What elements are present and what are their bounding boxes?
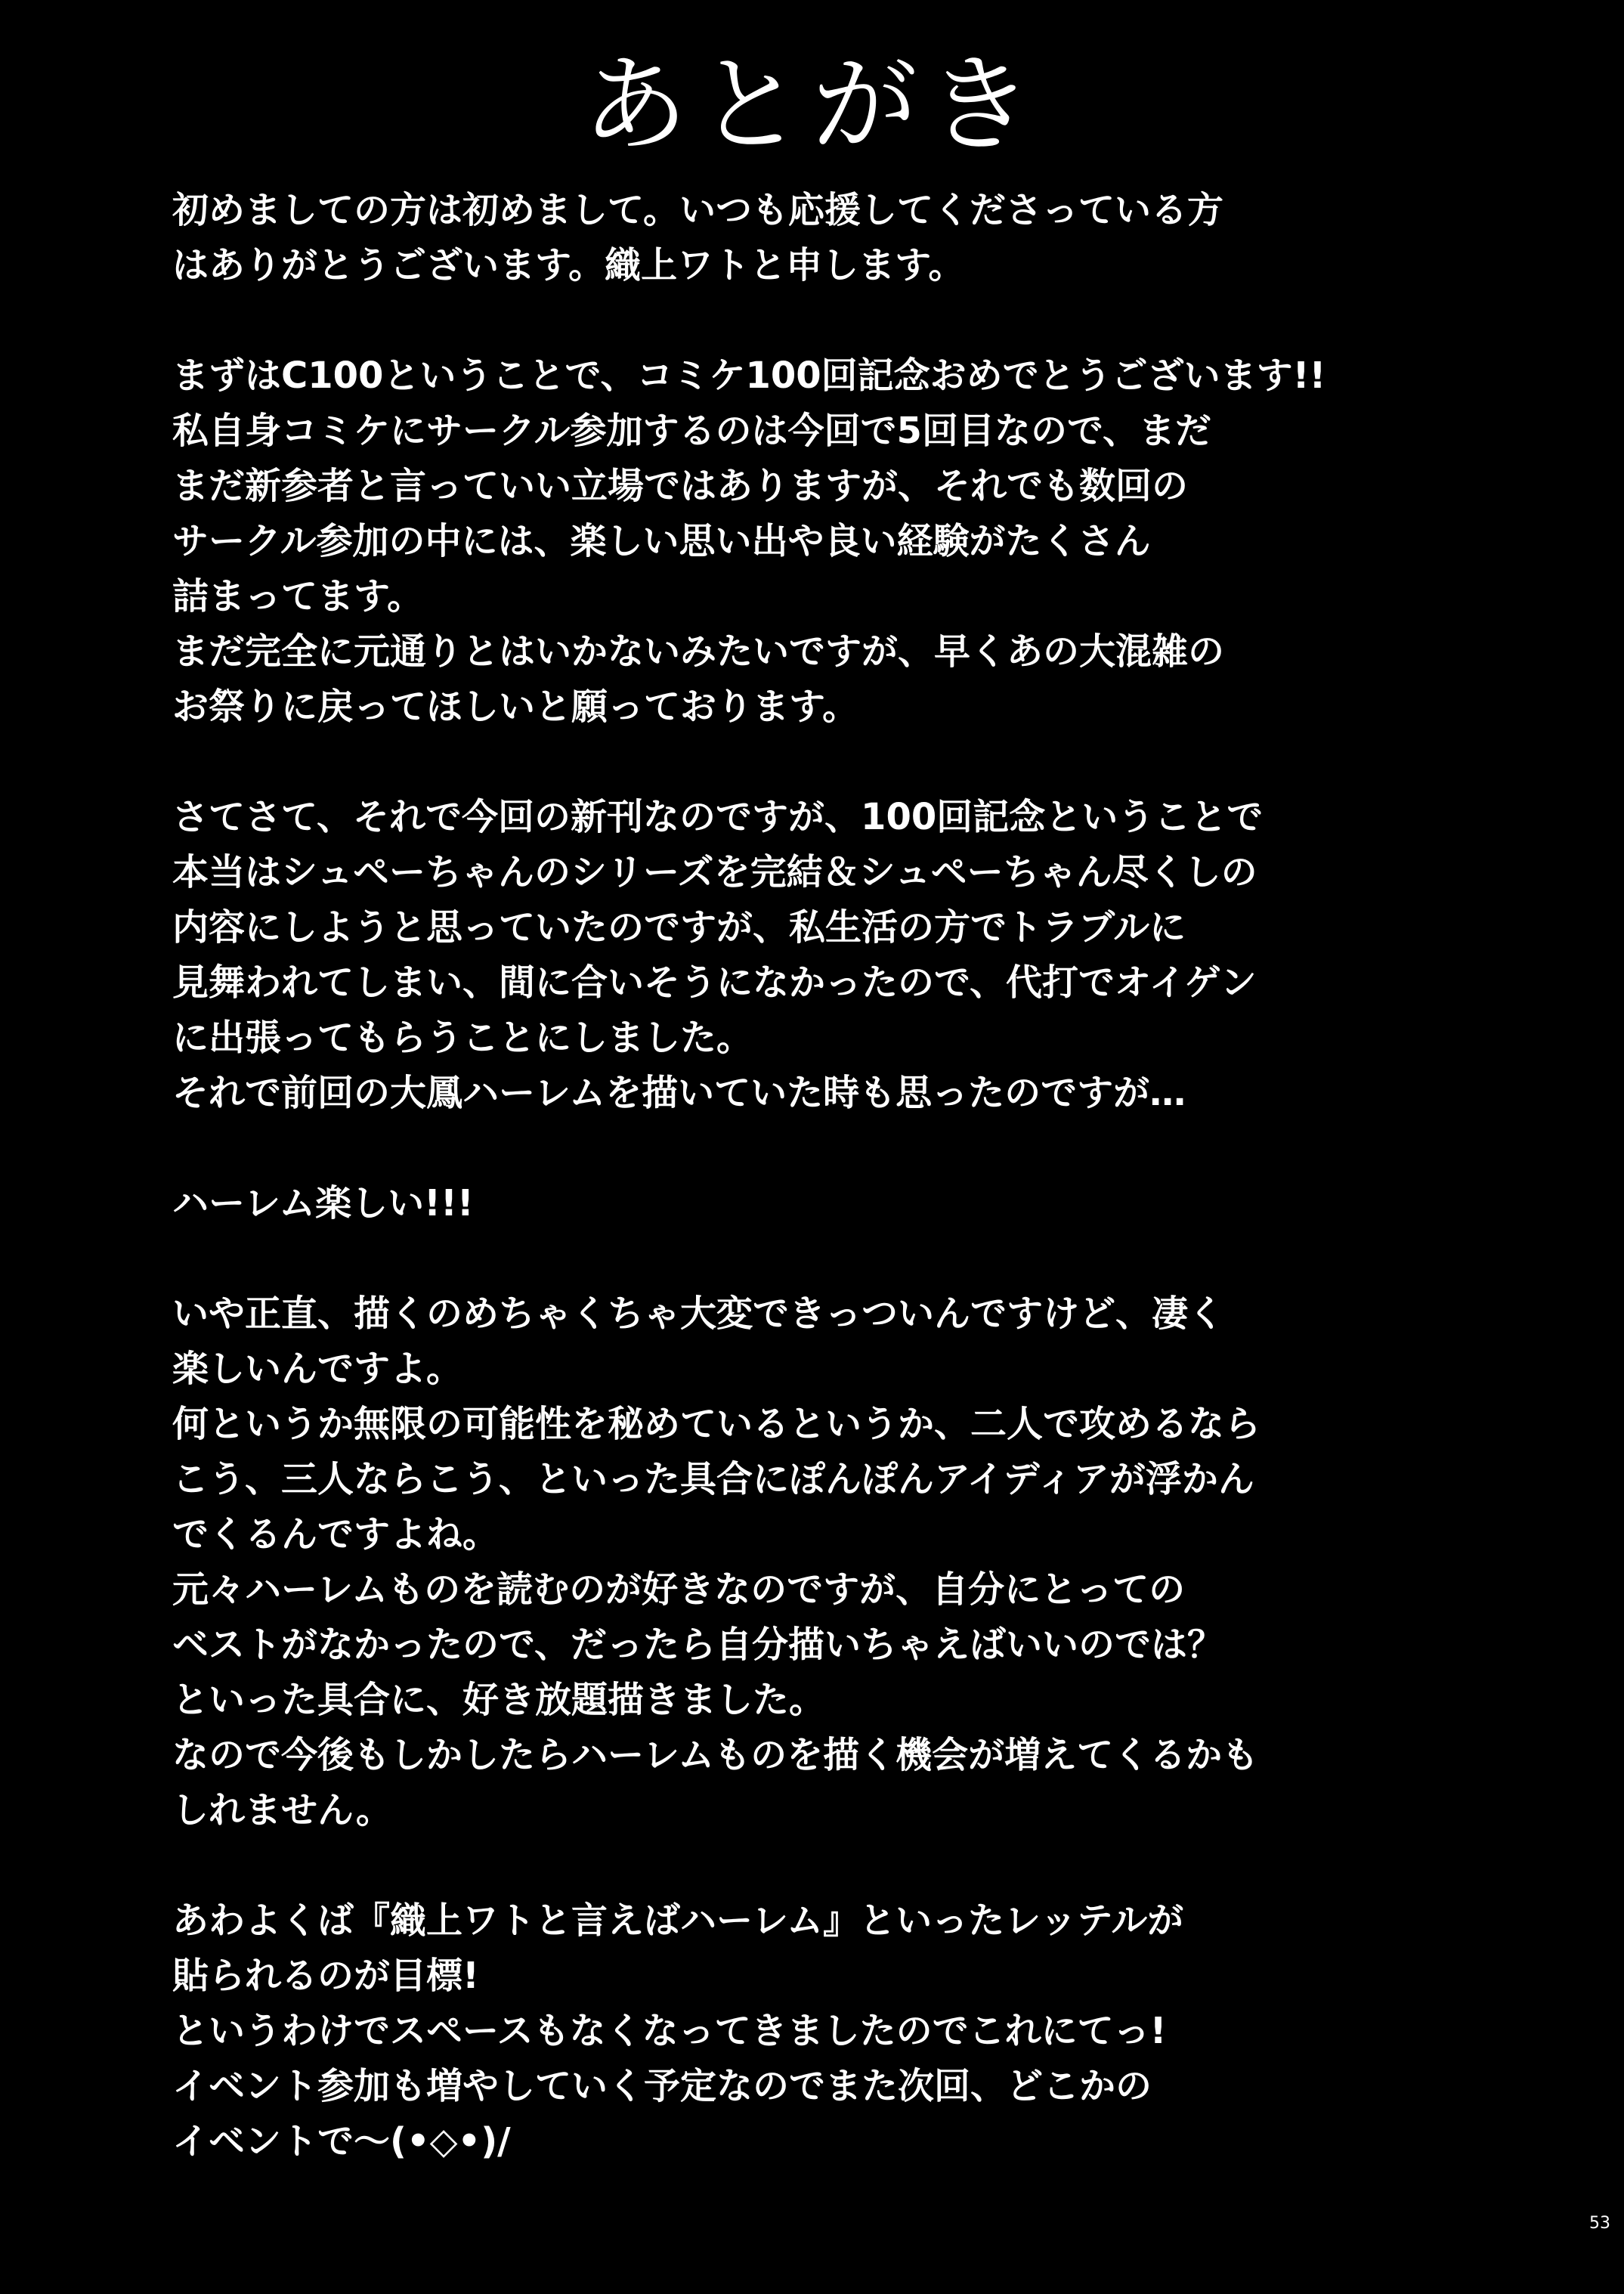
paragraph-comiket (172, 348, 1593, 735)
text-line: それで前回の大鳳ハーレムを描いていた時も思ったのですが… (172, 1072, 1186, 1114)
text-line: まだ新参者と言っていい立場ではありますが、それでも数回の (172, 465, 1189, 507)
text-line: はありがとうございます。織上ワトと申します。 (172, 244, 965, 286)
text-line: 内容にしようと思っていたのですが、私生活の方でトラブルに (172, 906, 1186, 949)
text-line: 楽しいんですよ。 (172, 1348, 463, 1390)
text-line: 初めましての方は初めまして。いつも応援してくださっている方 (172, 189, 1224, 231)
paragraph-gap (172, 1121, 1593, 1176)
paragraph-gap (172, 735, 1593, 790)
text-line: 何というか無限の可能性を秘めているというか、二人で攻めるなら (172, 1403, 1261, 1445)
text-line: イベント参加も増やしていく予定なのでまた次回、どこかの (172, 2065, 1152, 2107)
text-line: まずはC100ということで、コミケ100回記念おめでとうございます!! (172, 354, 1326, 397)
afterword-body (172, 183, 1593, 2169)
text-line: 元々ハーレムものを読むのが好きなのですが、自分にとっての (172, 1568, 1186, 1611)
text-line: さてさて、それで今回の新刊なのですが、100回記念ということで (172, 796, 1264, 838)
text-line: というわけでスペースもなくなってきましたのでこれにてっ! (172, 2010, 1167, 2052)
page-title: あとがき (582, 44, 1042, 167)
paragraph-gap (172, 293, 1593, 348)
text-line: こう、三人ならこう、といった具合にぽんぽんアイディアが浮かん (172, 1458, 1254, 1500)
paragraph-harem (172, 1286, 1593, 1838)
text-line: でくるんですよね。 (172, 1513, 500, 1556)
paragraph-gap (172, 1231, 1593, 1286)
text-line: 貼られるのが目標! (172, 1955, 479, 1997)
text-line: サークル参加の中には、楽しい思い出や良い経験がたくさん (172, 520, 1151, 562)
paragraph-closing (172, 1893, 1593, 2169)
paragraph-gap (172, 1838, 1593, 1893)
paragraph-greeting (172, 183, 1593, 293)
paragraph-exclamation (172, 1176, 1593, 1231)
text-line: 本当はシュペーちゃんのシリーズを完結＆シュペーちゃん尽くしの (172, 851, 1257, 893)
text-line: ベストがなかったので、だったら自分描いちゃえばいいのでは？ (172, 1624, 1224, 1666)
text-line: 見舞われてしまい、間に合いそうになかったので、代打でオイゲン (172, 961, 1257, 1004)
text-line: 詰まってます。 (172, 575, 424, 618)
text-line: なので今後もしかしたらハーレムものを描く機会が増えてくるかも (172, 1734, 1259, 1776)
text-line: に出張ってもらうことにしました。 (172, 1017, 753, 1059)
text-line: ハーレム楽しい!!! (172, 1182, 474, 1224)
paragraph-new-release (172, 790, 1593, 1121)
text-line: いや正直、描くのめちゃくちゃ大変できっついんですけど、凄く (172, 1293, 1225, 1335)
text-line: あわよくば『織上ワトと言えばハーレム』といったレッテルが (172, 1899, 1184, 1942)
text-line: しれません。 (172, 1789, 392, 1831)
text-line: イベントで〜(•◇•)/ (172, 2120, 511, 2162)
text-line: お祭りに戻ってほしいと願っております。 (172, 686, 859, 728)
page-number: 53 (1589, 2214, 1610, 2233)
text-line: 私自身コミケにサークル参加するのは今回で5回目なので、まだ (172, 410, 1212, 452)
text-line: といった具合に、好き放題描きました。 (172, 1679, 826, 1721)
text-line: まだ完全に元通りとはいかないみたいですが、早くあの大混雑の (172, 630, 1225, 673)
